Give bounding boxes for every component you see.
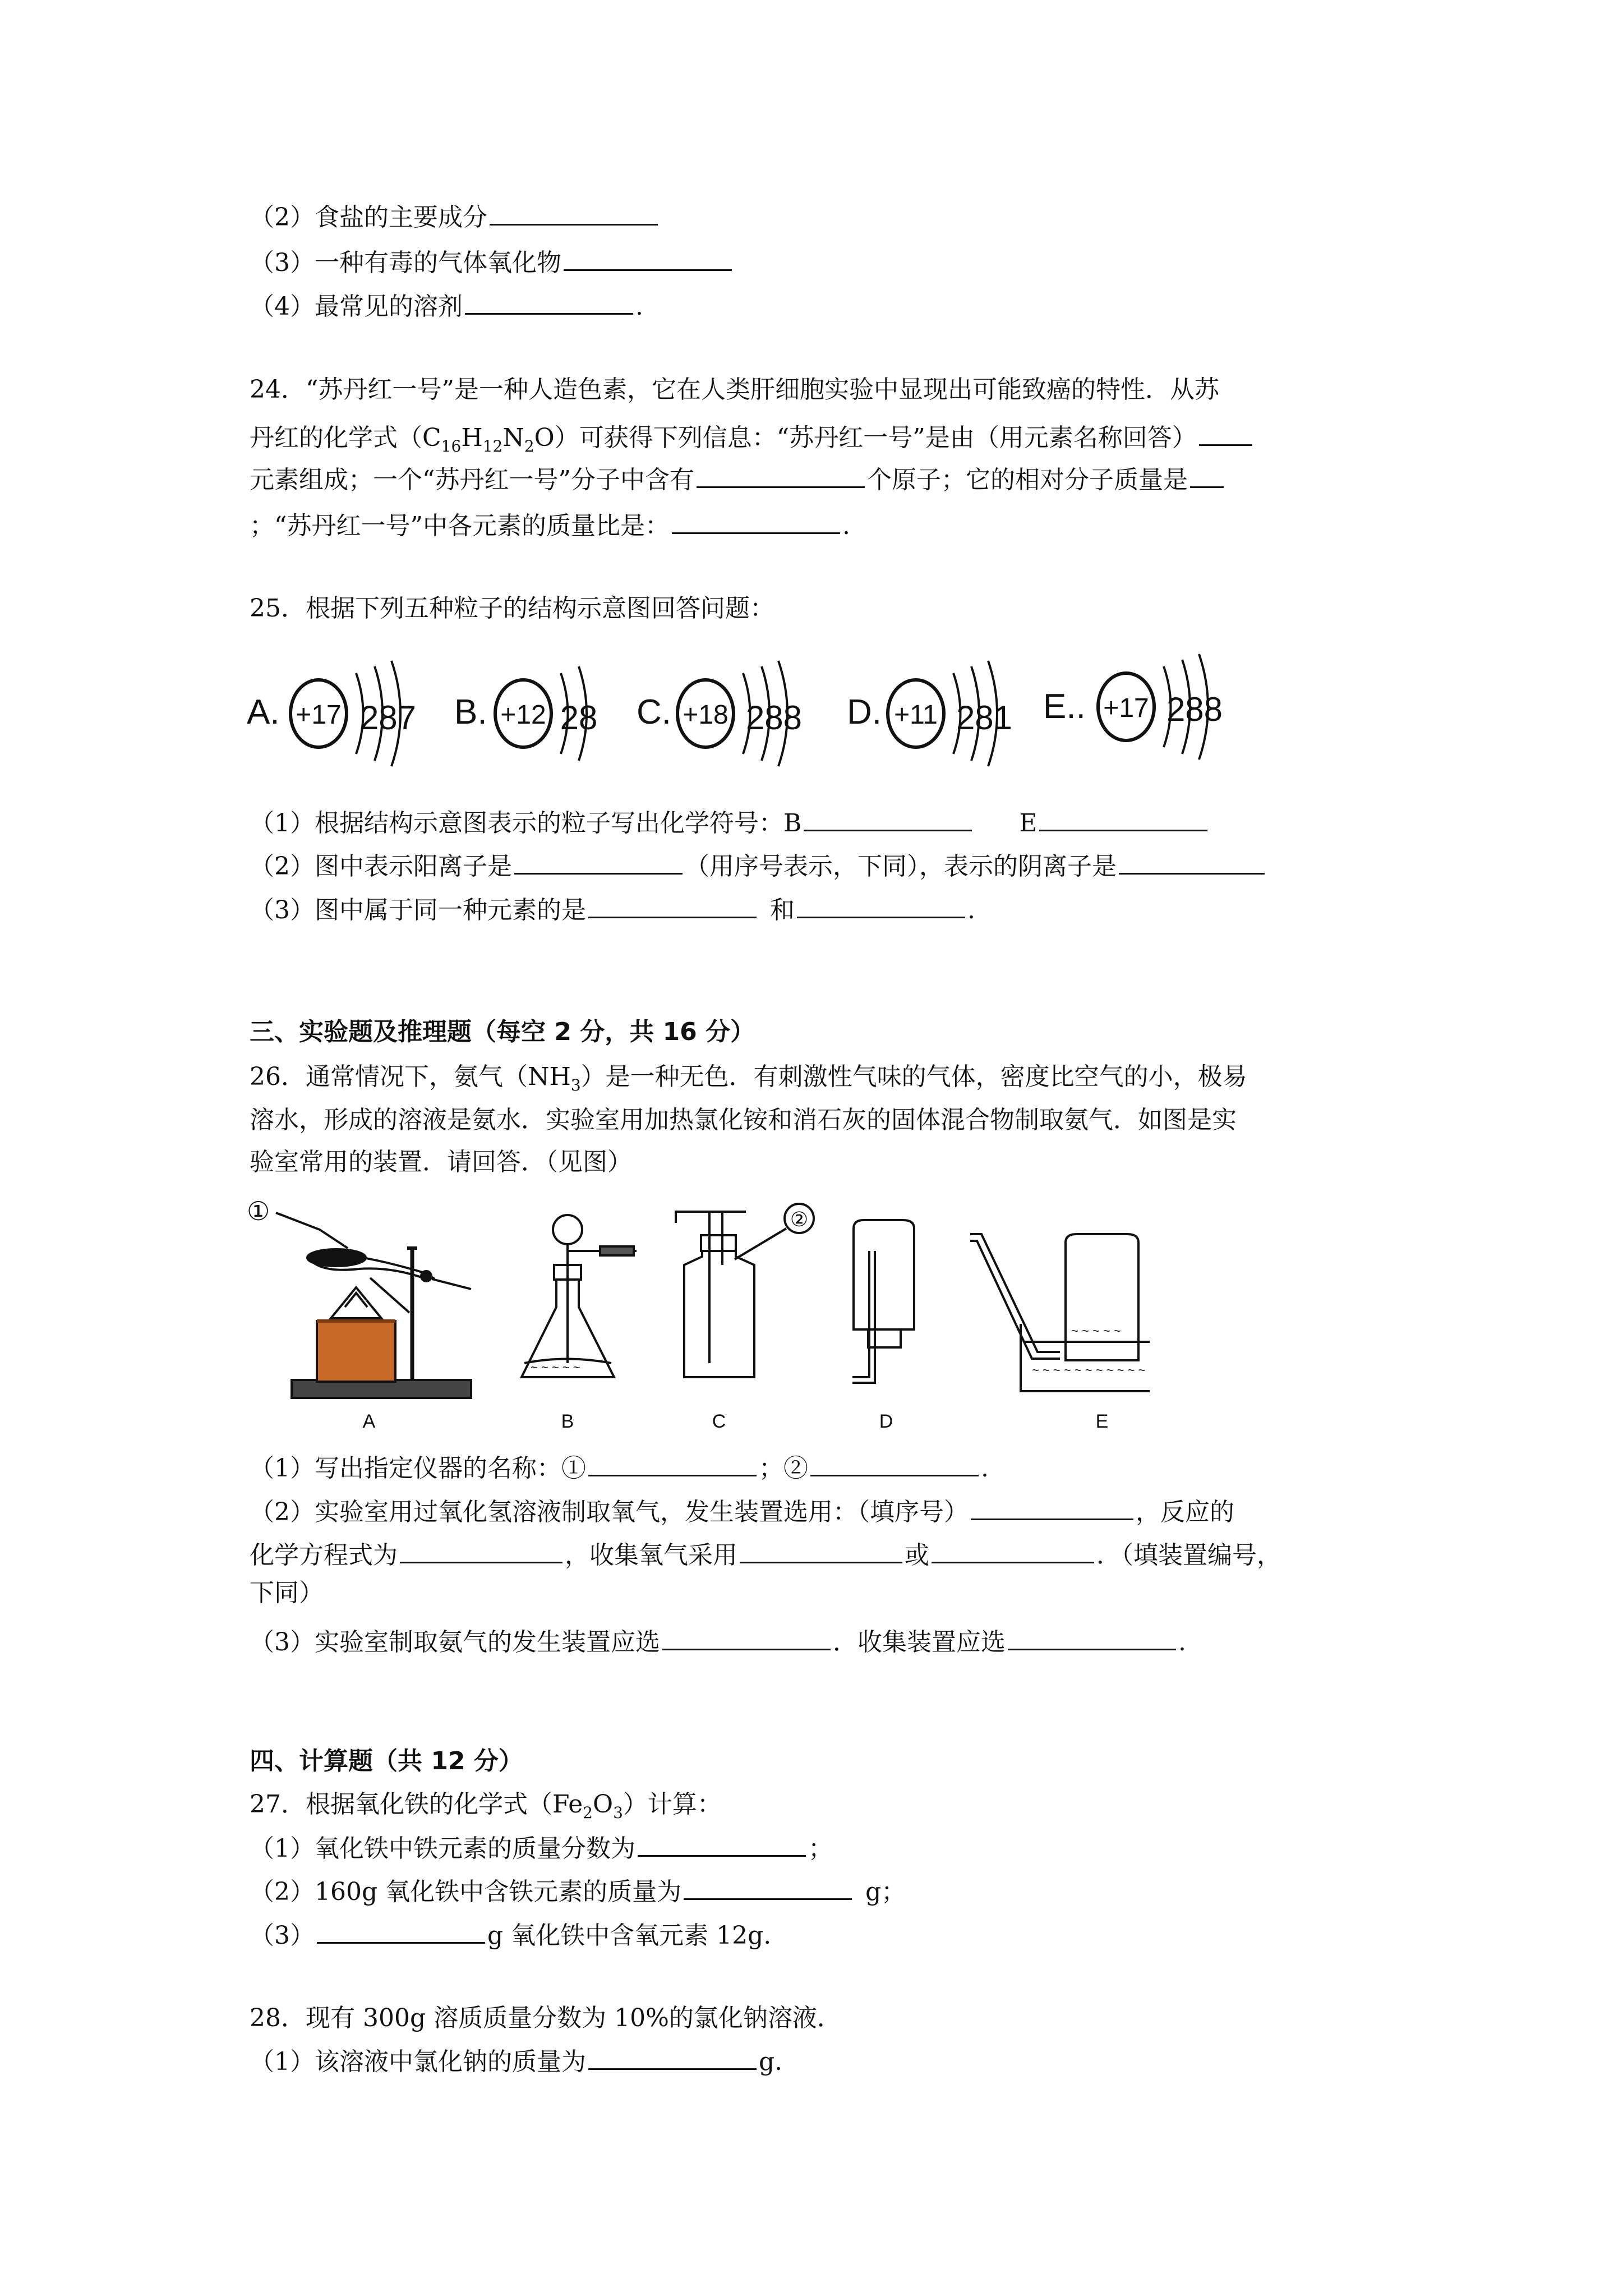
q26-sub2-line2: 化学方程式为 ，收集氧气采用 或 ．（填装置编号，: [250, 1537, 1281, 1572]
answer-blank[interactable]: [514, 848, 683, 875]
q25-sub3: （3）图中属于同一种元素的是 和 .: [250, 892, 975, 927]
particle-E-nucleus: +17: [1103, 693, 1149, 723]
particle-B-nucleus: +12: [500, 700, 546, 730]
answer-blank[interactable]: [810, 1450, 979, 1476]
answer-blank[interactable]: [317, 1917, 485, 1944]
atom-structure-diagrams: [247, 651, 1324, 785]
q28-sub1: （1）该溶液中氯化钠的质量为 g.: [250, 2044, 782, 2079]
q23-item4: （4）最常见的溶剂 .: [250, 288, 643, 324]
particle-E-shells: 288: [1166, 691, 1223, 728]
answer-blank[interactable]: [932, 1537, 1094, 1563]
q27-sub3: （3） g 氧化铁中含氧元素 12g.: [250, 1917, 771, 1953]
apparatus-E: [970, 1234, 1150, 1432]
answer-blank[interactable]: [1199, 420, 1252, 446]
q25-stem: 25．根据下列五种粒子的结构示意图回答问题：: [250, 594, 774, 623]
answer-blank[interactable]: [697, 462, 865, 488]
particle-D-shells: 281: [956, 699, 1013, 737]
answer-blank[interactable]: [1008, 1624, 1176, 1650]
q23-item2: （2）食盐的主要成分: [250, 199, 660, 234]
apparatus-C: [676, 1204, 814, 1432]
apparatus-C-label: C: [712, 1411, 726, 1432]
particle-B-letter: B.: [454, 693, 487, 731]
particle-C-nucleus: +18: [683, 700, 728, 730]
answer-blank[interactable]: [1039, 805, 1207, 831]
q26-sub1: （1）写出指定仪器的名称：① ；② .: [250, 1450, 989, 1485]
answer-blank[interactable]: [588, 892, 757, 918]
q25-sub1: （1）根据结构示意图表示的粒子写出化学符号：B E: [250, 805, 1210, 840]
answer-blank[interactable]: [1119, 848, 1265, 875]
apparatus-B: [522, 1215, 637, 1432]
answer-blank[interactable]: [740, 1537, 902, 1563]
answer-blank[interactable]: [672, 508, 840, 534]
marker-2: ②: [790, 1208, 809, 1231]
q24-line2: 丹红的化学式$(C_{16}H_{12}N_2O)$可获得下列信息：“苏丹红一号”是由（用元素名称回答）: [250, 420, 1255, 463]
q24-line4: ；“苏丹红一号”中各元素的质量比是： .: [250, 508, 850, 543]
svg-text:~ ~ ~ ~ ~: ~ ~ ~ ~ ~: [531, 1360, 580, 1374]
apparatus-E-label: E: [1095, 1411, 1109, 1432]
q24-line1: 24．“苏丹红一号”是一种人造色素，它在人类肝细胞实验中显现出可能致癌的特性．从苏: [250, 375, 1219, 404]
q23-item3: （3）一种有毒的气体氧化物: [250, 245, 734, 280]
apparatus-D: [852, 1220, 914, 1432]
q26-line1: 26．通常情况下，氨气$(NH_3)$是一种无色．有刺激性气味的气体，密度比空气的小，极易: [250, 1062, 1247, 1094]
particle-A: [247, 661, 416, 766]
section-3-heading: 三、实验题及推理题（每空 2 分，共 16 分）: [250, 1018, 755, 1046]
q24-line3: 元素组成；一个“苏丹红一号”分子中含有 个原子；它的相对分子质量是: [250, 462, 1226, 497]
answer-blank[interactable]: [465, 288, 633, 315]
answer-blank[interactable]: [490, 199, 658, 226]
particle-B: [454, 666, 597, 761]
q26-sub2-line1: （2）实验室用过氧化氢溶液制取氧气，发生装置选用：（填序号） ，反应的: [250, 1494, 1234, 1529]
q26-sub2-line3: 下同）: [250, 1579, 324, 1607]
apparatus-A-label: A: [362, 1411, 376, 1432]
q25-sub2: （2）图中表示阳离子是 （用序号表示，下同），表示的阴离子是: [250, 848, 1267, 884]
answer-blank[interactable]: [971, 1494, 1133, 1520]
particle-C: [637, 661, 802, 766]
answer-blank[interactable]: [400, 1537, 562, 1563]
svg-text:~ ~ ~ ~ ~: ~ ~ ~ ~ ~: [1071, 1324, 1121, 1338]
particle-D: [847, 661, 1012, 766]
apparatus-B-label: B: [561, 1411, 574, 1432]
particle-D-letter: D.: [847, 693, 882, 731]
q26-line3: 验室常用的装置．请回答．（见图）: [250, 1148, 632, 1176]
answer-blank[interactable]: [564, 245, 732, 271]
q27-sub2: （2）160g 氧化铁中含铁元素的质量为 g；: [250, 1874, 906, 1909]
q26-line2: 溶水，形成的溶液是氨水．实验室用加热氯化铵和消石灰的固体混合物制取氨气．如图是实: [250, 1106, 1237, 1134]
answer-blank[interactable]: [638, 1830, 806, 1857]
apparatus-A: [292, 1248, 471, 1432]
lab-apparatus-figure: [241, 1195, 1150, 1442]
answer-blank[interactable]: [797, 892, 965, 918]
q27-sub1: （1）氧化铁中铁元素的质量分数为 ；: [250, 1830, 833, 1866]
answer-blank[interactable]: [588, 1450, 757, 1476]
particle-E: [1043, 654, 1223, 760]
q28-stem: 28．现有 300g 溶质质量分数为 10%的氯化钠溶液．: [250, 2004, 842, 2032]
particle-A-letter: A.: [247, 693, 280, 731]
section-4-heading: 四、计算题（共 12 分）: [250, 1747, 523, 1775]
answer-blank[interactable]: [588, 2044, 757, 2070]
answer-blank[interactable]: [662, 1624, 831, 1650]
particle-E-letter: E..: [1043, 687, 1086, 726]
particle-B-shells: 28: [560, 699, 598, 737]
marker-1: ①: [247, 1197, 270, 1226]
particle-A-shells: 287: [359, 699, 417, 737]
particle-A-nucleus: +17: [296, 700, 342, 730]
answer-blank[interactable]: [804, 805, 972, 831]
answer-blank[interactable]: [1190, 462, 1224, 488]
q27-stem: 27．根据氧化铁的化学式$(Fe_2O_3)$计算：: [250, 1790, 722, 1822]
q26-sub3: （3）实验室制取氨气的发生装置应选 ．收集装置应选 .: [250, 1624, 1186, 1659]
particle-D-nucleus: +11: [894, 700, 938, 730]
apparatus-D-label: D: [879, 1411, 893, 1432]
particle-C-shells: 288: [745, 699, 803, 737]
answer-blank[interactable]: [684, 1874, 852, 1900]
particle-C-letter: C.: [637, 693, 671, 731]
svg-text:~ ~ ~ ~ ~ ~ ~ ~ ~ ~ ~: ~ ~ ~ ~ ~ ~ ~ ~ ~ ~ ~: [1032, 1363, 1146, 1377]
